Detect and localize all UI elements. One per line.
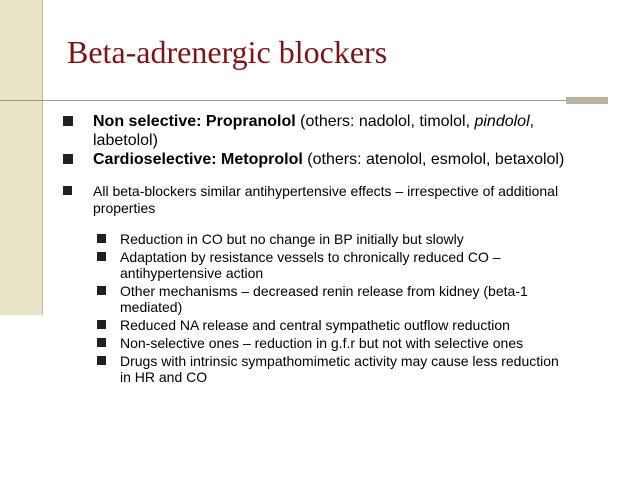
- square-bullet-icon: [97, 356, 106, 365]
- sub-bullet-item: [60, 231, 570, 247]
- slide-content: [60, 112, 590, 387]
- sub-bullet-item: [60, 335, 570, 351]
- square-bullet-icon: [97, 286, 106, 295]
- sub-bullet-text: Adaptation by resistance vessels to chronically reduced CO – antihypertensive action: [120, 249, 501, 281]
- bullet-cardioselective: [60, 150, 590, 169]
- sub-bullet-text: Other mechanisms – decreased renin release from kidney (beta-1 mediated): [120, 283, 528, 315]
- title-divider-accent: [566, 97, 608, 104]
- square-bullet-icon: [63, 154, 73, 164]
- square-bullet-icon: [97, 234, 106, 243]
- title-divider-line: [0, 100, 608, 101]
- square-bullet-icon: [97, 320, 106, 329]
- square-bullet-icon: [63, 116, 73, 126]
- sub-bullet-text: Reduction in CO but no change in BP initially but slowly: [120, 231, 464, 247]
- sub-bullet-item: [60, 317, 570, 333]
- slide-title: Beta-adrenergic blockers: [67, 34, 388, 70]
- bullet-text: , labetolol): [93, 113, 535, 149]
- bullet-label: Cardioselective: Metoprolol: [93, 151, 303, 168]
- bullet-all-beta-blockers: [60, 183, 583, 217]
- bullet-label: Non selective: Propranolol: [93, 113, 296, 130]
- sub-bullet-text: Reduced NA release and central sympathetic outflow reduction: [120, 317, 510, 333]
- bullet-text: (others: atenolol, esmolol, betaxolol): [302, 151, 565, 168]
- sub-bullet-list: [60, 231, 590, 385]
- sub-bullet-item: [60, 283, 570, 315]
- bullet-text-italic: pindolol: [474, 113, 530, 130]
- bullet-text: All beta-blockers similar antihypertensive effects – irrespective of additional properties: [93, 183, 559, 216]
- decorative-left-strip: [0, 0, 42, 315]
- square-bullet-icon: [97, 338, 106, 347]
- sub-bullet-item: [60, 249, 570, 281]
- square-bullet-icon: [63, 186, 72, 195]
- bullet-text: (others: nadolol, timolol,: [295, 113, 475, 130]
- sub-bullet-text: Non-selective ones – reduction in g.f.r but not with selective ones: [120, 335, 524, 351]
- bullet-non-selective: [60, 112, 590, 150]
- square-bullet-icon: [97, 252, 106, 261]
- decorative-left-strip-border: [42, 0, 43, 315]
- sub-bullet-text: Drugs with intrinsic sympathomimetic activity may cause less reduction in HR and CO: [120, 353, 559, 385]
- sub-bullet-item: [60, 353, 570, 385]
